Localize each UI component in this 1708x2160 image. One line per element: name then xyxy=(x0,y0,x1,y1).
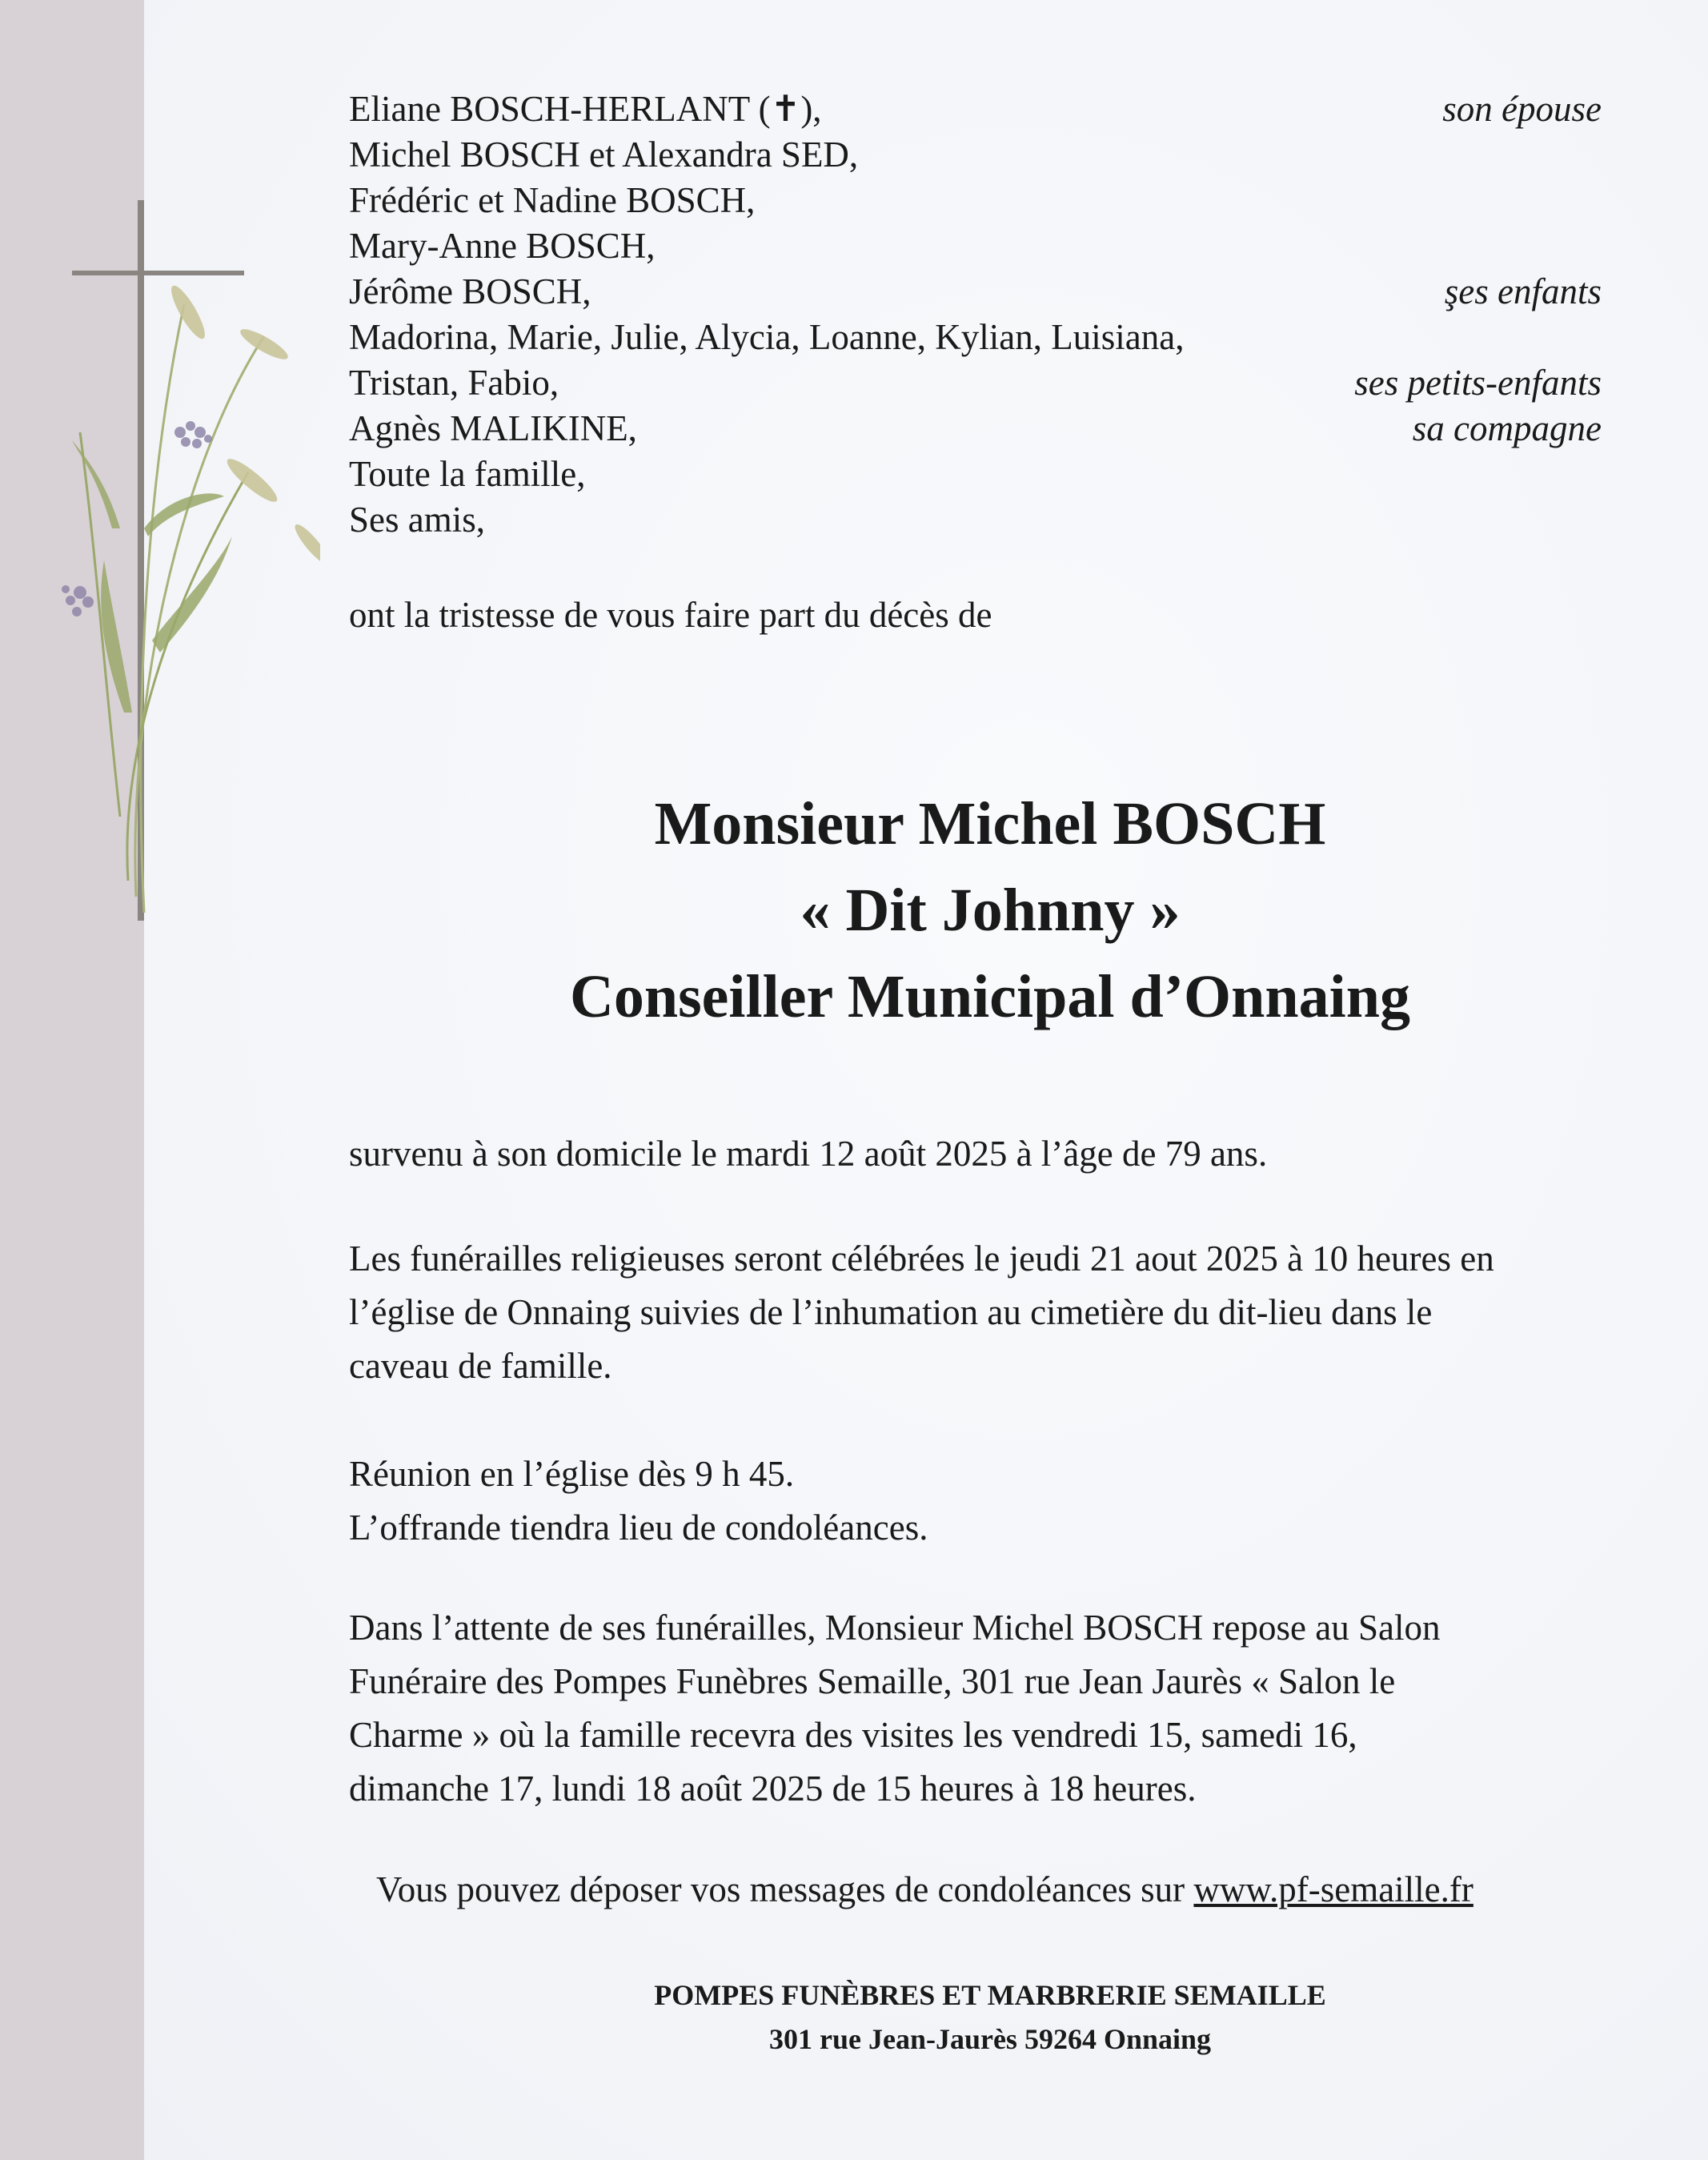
family-line: Toute la famille, xyxy=(349,454,586,494)
funeral-paragraph xyxy=(349,1232,1494,1393)
paragraph-line: Les funérailles religieuses seront célébrées le jeudi 21 aout 2025 à 10 heures en xyxy=(349,1239,1494,1279)
role-spouse: son épouse xyxy=(1442,89,1602,129)
deceased-block xyxy=(0,781,1708,1040)
family-line: Jérôme BOSCH, xyxy=(349,271,591,311)
role-grandchildren: ses petits-enfants xyxy=(1354,363,1602,403)
role-children: şes enfants xyxy=(1444,271,1602,311)
family-line: Frédéric et Nadine BOSCH, xyxy=(349,180,756,220)
salon-paragraph xyxy=(349,1601,1440,1816)
funeral-home-address: 301 rue Jean-Jaurès 59264 Onnaing xyxy=(768,2023,1212,2055)
announcement: ont la tristesse de vous faire part du décès de xyxy=(349,595,992,635)
family-line: Michel BOSCH et Alexandra SED, xyxy=(349,134,859,175)
role-partner: sa compagne xyxy=(1412,408,1602,448)
funeral-home-name: POMPES FUNÈBRES ET MARBRERIE SEMAILLE xyxy=(654,1979,1326,2011)
family-line: Mary-Anne BOSCH, xyxy=(349,226,656,266)
family-list xyxy=(349,86,1184,543)
condolences-line xyxy=(376,1867,1473,1912)
family-line: Ses amis, xyxy=(349,500,486,540)
paragraph-line: Dans l’attente de ses funérailles, Monsieur Michel BOSCH repose au Salon xyxy=(349,1608,1441,1648)
paragraph-line: dimanche 17, lundi 18 août 2025 de 15 heures à 18 heures. xyxy=(349,1769,1197,1809)
condolences-text: Vous pouvez déposer vos messages de condoléances sur xyxy=(376,1869,1185,1909)
family-line: Tristan, Fabio, xyxy=(349,363,559,403)
death-paragraph xyxy=(349,1127,1267,1181)
deceased-name: Monsieur Michel BOSCH xyxy=(654,790,1326,857)
deceased-nickname: « Dit Johnny » xyxy=(800,877,1181,944)
condolences-link[interactable]: www.pf-semaille.fr xyxy=(1193,1869,1473,1909)
paragraph-line: Funéraire des Pompes Funèbres Semaille, 301 rue Jean Jaurès « Salon le xyxy=(349,1661,1396,1701)
paragraph-line: caveau de famille. xyxy=(349,1346,612,1386)
paragraph-line: Charme » où la famille recevra des visites les vendredi 15, samedi 16, xyxy=(349,1715,1357,1755)
family-line: Madorina, Marie, Julie, Alycia, Loanne, Kylian, Luisiana, xyxy=(349,317,1185,357)
deceased-position: Conseiller Municipal d’Onnaing xyxy=(569,963,1411,1030)
paragraph-line: l’église de Onnaing suivies de l’inhumation au cimetière du dit-lieu dans le xyxy=(349,1292,1433,1332)
family-line: Eliane BOSCH-HERLANT (✝), xyxy=(349,89,822,129)
meeting-paragraph xyxy=(349,1447,928,1555)
cross-horizontal-icon xyxy=(72,271,244,275)
paragraph-line: L’offrande tiendra lieu de condoléances. xyxy=(349,1508,928,1548)
paragraph-line: Réunion en l’église dès 9 h 45. xyxy=(349,1454,795,1494)
paragraph-line: survenu à son domicile le mardi 12 août 2025 à l’âge de 79 ans. xyxy=(349,1134,1268,1174)
funeral-home-footer xyxy=(0,1973,1708,2062)
family-line: Agnès MALIKINE, xyxy=(349,408,637,448)
